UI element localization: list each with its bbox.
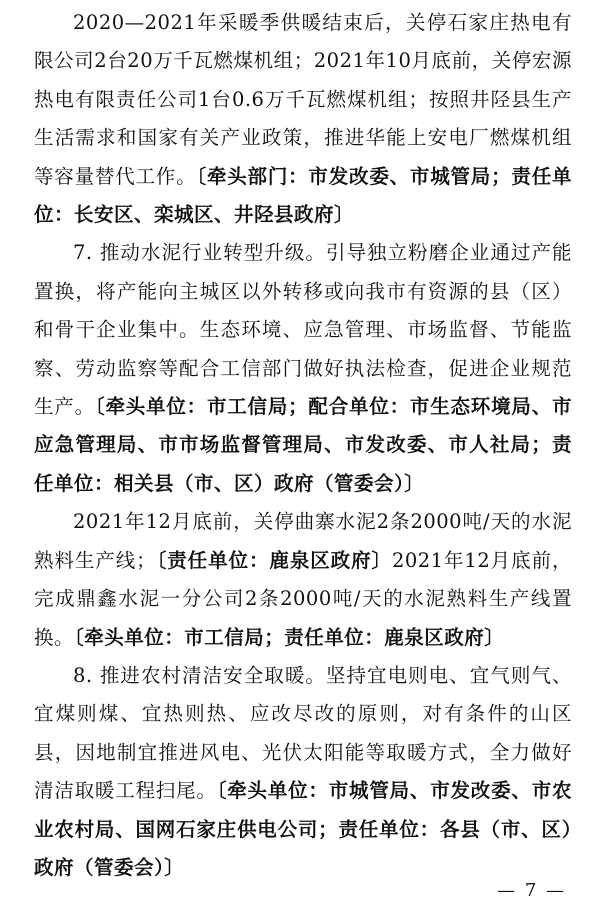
responsibility-note: 〔牵头单位：市工信局；配合单位：市生态环境局、市应急管理局、市市场监督管理局、市发改委、市人社局；责任单位：相关县（市、区）政府（管委会）〕 [34, 395, 572, 495]
paragraph-text: 7. 推动水泥行业转型升级。引导独立粉磨企业通过产能置换，将产能向主城区以外转移或向我市有资源的县（区）和骨干企业集中。生态环境、应急管理、市场监督、节能监察、劳动监察等配合工信部门做好执法检查，促进企业规范生产。 [34, 241, 572, 419]
responsibility-note: 〔牵头单位：市工信局；责任单位：鹿泉区政府〕 [74, 625, 505, 649]
paragraph-text: 2021年12月底前，完成鼎鑫水泥一分公司2条2000吨/天的水泥熟料生产线置换。 [34, 548, 572, 649]
paragraph-text: 8. 推进农村清洁安全取暖。坚持宜电则电、宜气则气、宜煤则煤、宜热则热、应改尽改的原则，对有条件的山区县，因地制宜推进风电、光伏太阳能等取暖方式，全力做好清洁取暖工程扫尾。 [34, 663, 572, 803]
responsibility-note: 〔责任单位：鹿泉区政府〕 [156, 548, 392, 572]
paragraph-cement-lines [34, 503, 572, 657]
responsibility-note: 〔牵头单位：市城管局、市发改委、市农业农村局、国网石家庄供电公司；责任单位：各县（市、区）政府（管委会）〕 [34, 779, 572, 879]
paragraph-text: 2020—2021年采暖季供暖结束后，关停石家庄热电有限公司2台20万千瓦燃煤机组；2021年10月底前，关停宏源热电有限责任公司1台0.6万千瓦燃煤机组；按照井陉县生产生活需求和国家有关产业政策，推进华能上安电厂燃煤机组等容量替代工作。 [34, 11, 572, 188]
paragraph-text: 2021年12月底前，关停曲寨水泥2条2000吨/天的水泥熟料生产线； [34, 510, 572, 572]
page-number: — 7 — [497, 880, 566, 901]
paragraph-rural-heating [34, 657, 572, 887]
paragraph-coal-units [34, 4, 572, 234]
paragraph-cement-upgrade [34, 234, 572, 503]
responsibility-note: 〔牵头部门：市发改委、市城管局；责任单位：长安区、栾城区、井陉县政府〕 [34, 164, 572, 227]
document-body [34, 4, 572, 887]
